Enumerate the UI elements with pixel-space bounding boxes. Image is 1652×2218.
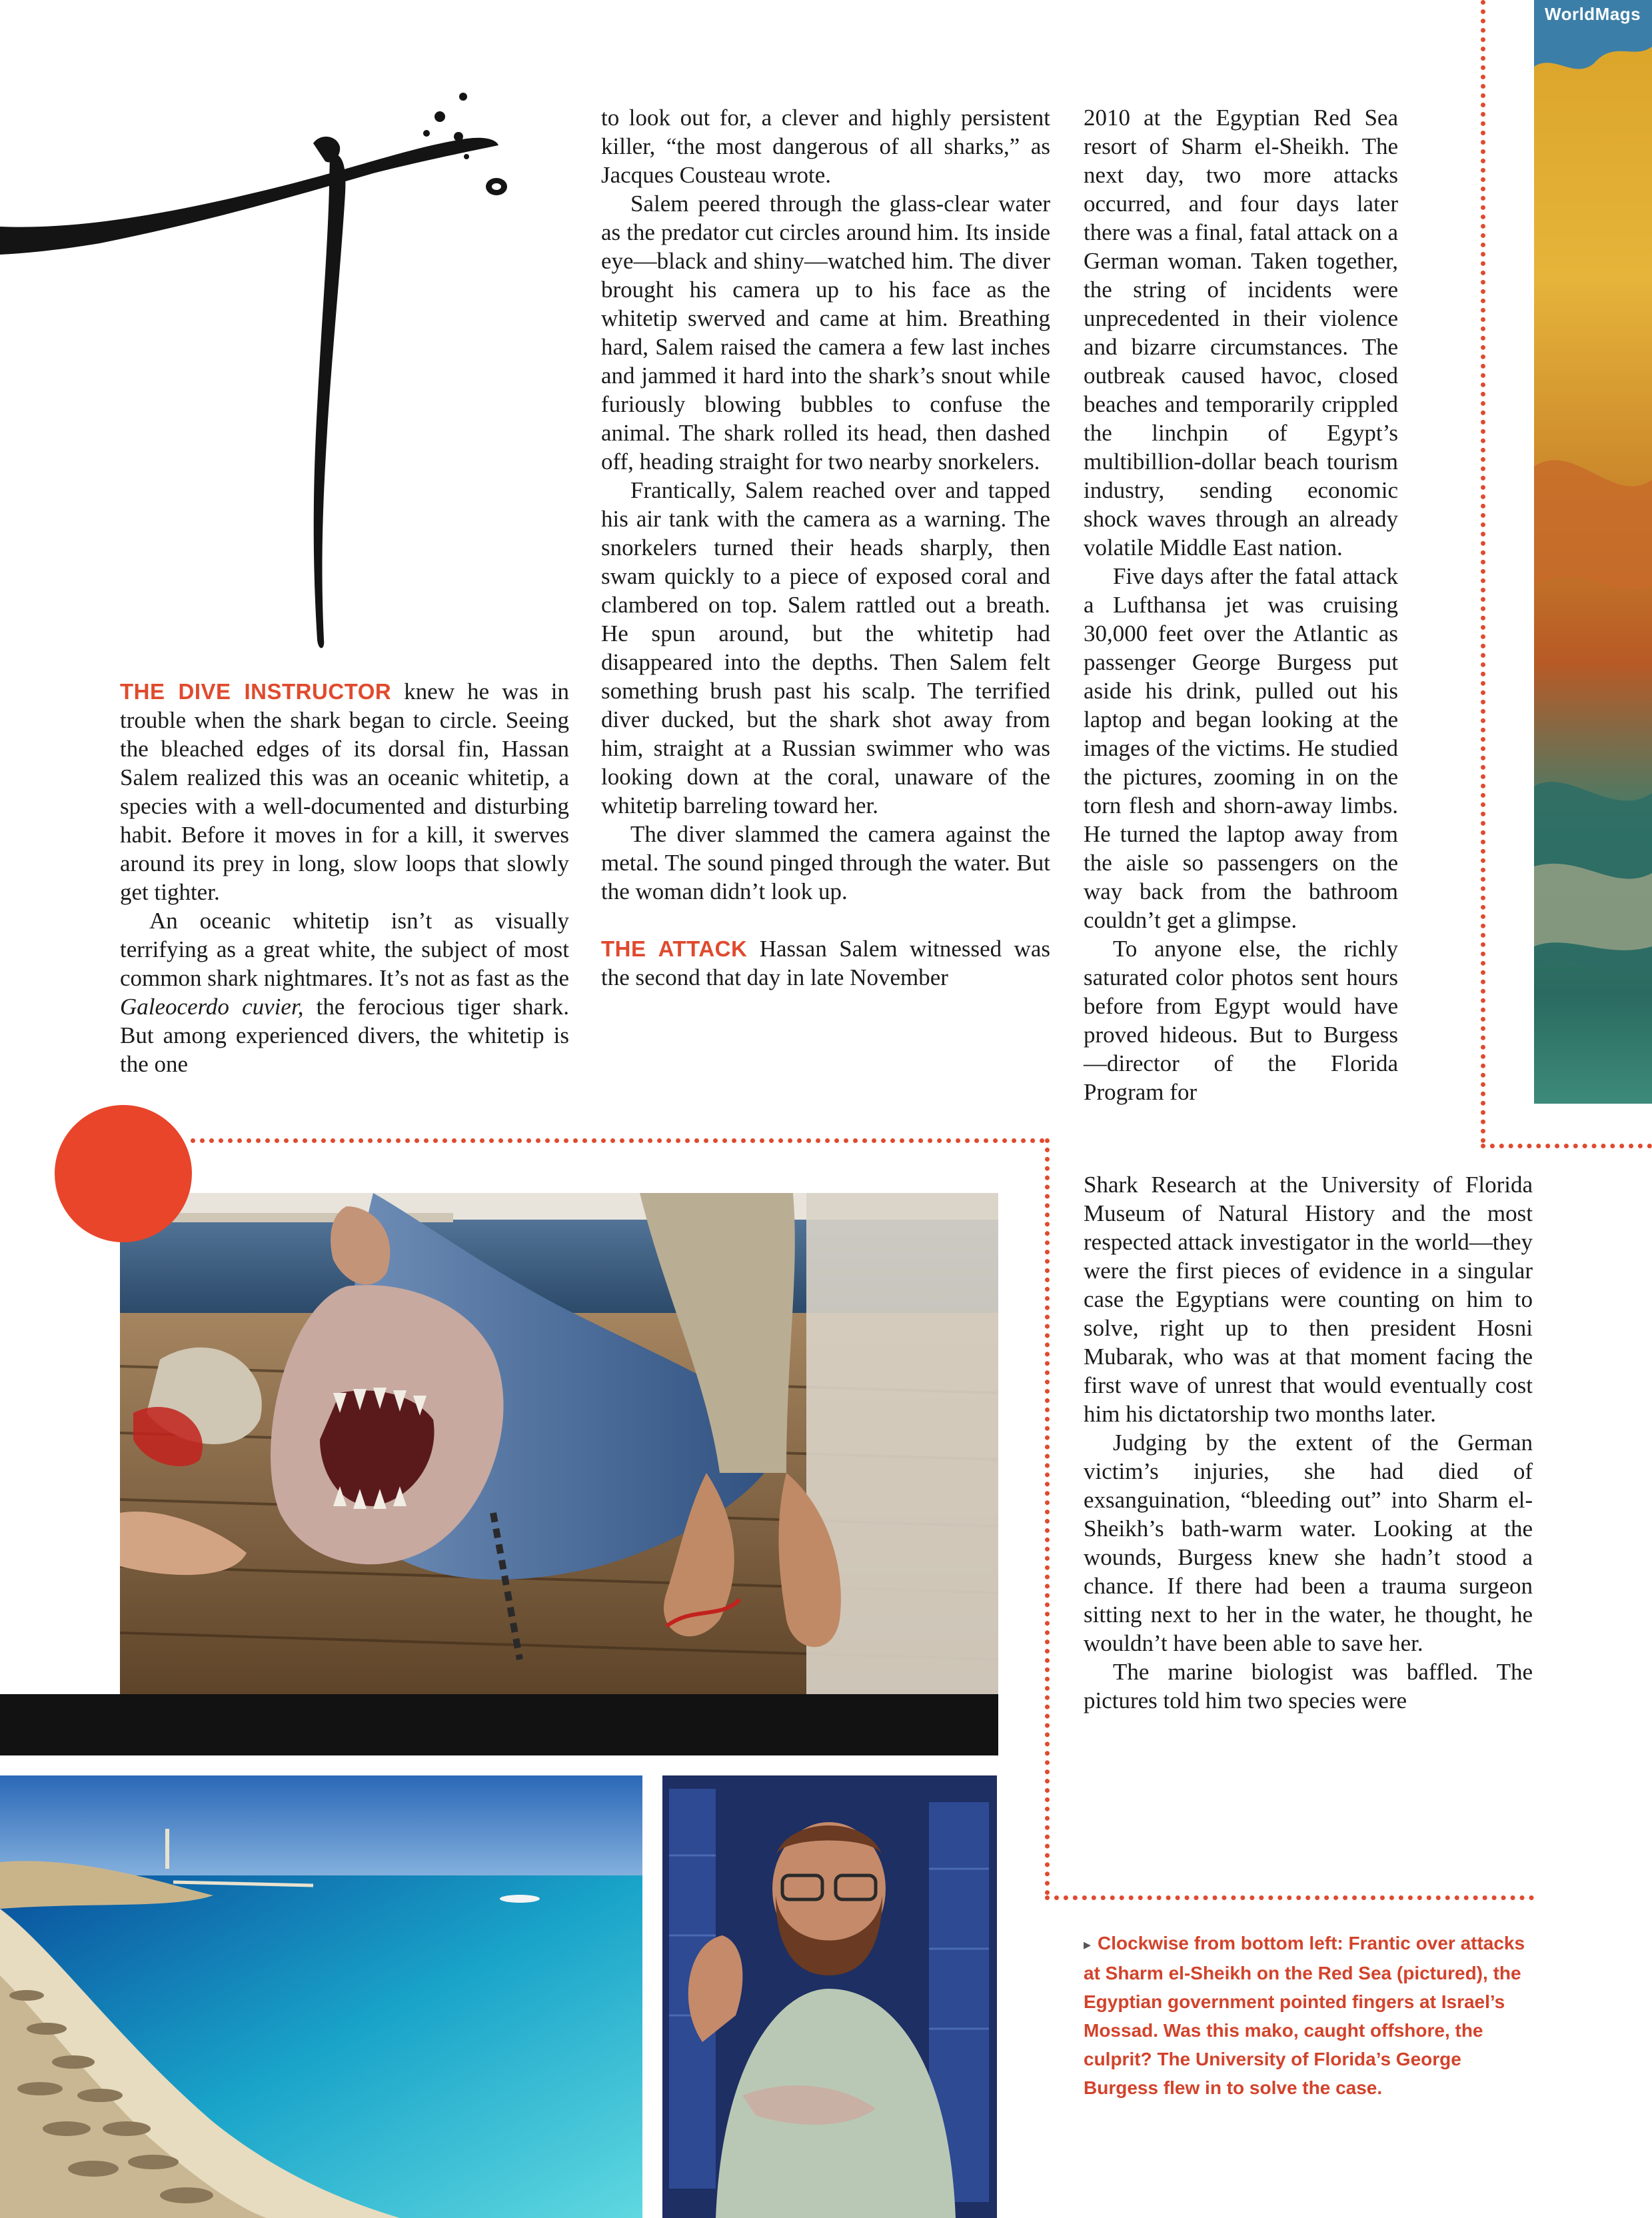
paragraph	[601, 934, 1050, 992]
paragraph: Salem peered through the glass-clear water as the predator cut circles around him. Its inside eye—black and shiny—watched him. The diver brought his camera up to his face as the whitetip swerved and came at him. Breathing hard, Salem raised the camera a few last inches and jammed it hard into the shark’s snout while furiously blowing bubbles to confuse the animal. The shark rolled its head, then dashed off, heading straight for two nearby snorkelers.	[601, 191, 1050, 475]
section-lead-the-attack: THE ATTACK	[601, 936, 748, 961]
paragraph-text: the ferocious tiger shark. But among experienced divers, the whitetip is the one	[120, 994, 570, 1077]
paragraph: Frantically, Salem reached over and tapped his air tank with the camera as a warning. The snorkelers turned their heads sharply, then swam quickly to a piece of exposed coral and clambered on top. Salem rattled out a breath. He spun around, but the whitetip had disappeared into the depths. Then Salem felt something brush past his scalp. The terrified diver ducked, but the shark shot away from him, straight at a Russian swimmer who was looking down at the coral, unaware of the whitetip barreling toward her.	[601, 477, 1050, 818]
article-column-2	[601, 103, 1050, 992]
paragraph: Shark Research at the University of Florida Museum of Natural History and the most respected attack investigator in the world—they were the first pieces of evidence in a singular case the Egyptians were counting on him to solve, right up to then president Hosni Mubarak, who was at that moment facing the first wave of unrest that would eventually cost him his dictatorship two months later.	[1084, 1172, 1533, 1427]
article-column-3-top	[1084, 103, 1398, 1106]
painting-strip-image	[1534, 0, 1652, 1104]
george-burgess-portrait-photo	[662, 1775, 997, 2218]
section-lead-dive-instructor: THE DIVE INSTRUCTOR	[120, 679, 392, 704]
paragraph: to look out for, a clever and highly persistent killer, “the most dangerous of all sharks,” as Jacques Cousteau wrote.	[601, 105, 1050, 188]
paragraph-text: Hassan Salem witnessed was the second that day in late November	[601, 936, 1050, 990]
paragraph: Five days after the fatal attack a Lufthansa jet was cruising 30,000 feet over the Atlantic as passenger George Burgess put aside his drink, pulled out his laptop and began looking at the images of the victims. He studied the pictures, zooming in on the torn flesh and shorn-away limbs. He turned the laptop away from the aisle so passengers on the way back from the bathroom couldn’t get a glimpse.	[1084, 563, 1398, 933]
photo-caption	[1084, 1929, 1533, 2102]
ink-brush-illustration	[0, 87, 553, 660]
dotted-rule-under-painting	[1481, 1144, 1652, 1148]
article-column-3-bottom	[1084, 1170, 1533, 1715]
mako-shark-photo	[120, 1193, 998, 1694]
paragraph: 2010 at the Egyptian Red Sea resort of Sharm el-Sheikh. The next day, two more attacks occurred, and four days later there was a final, fatal attack on a German woman. Taken together, the string of incidents were unprecedented in their violence and bizarre circumstances. The outbreak caused havoc, closed beaches and temporarily crippled the linchpin of Egypt’s multibillion-dollar beach tourism industry, sending economic shock waves through an already volatile Middle East nation.	[1084, 105, 1398, 560]
caption-text: Clockwise from bottom left: Frantic over attacks at Sharm el-Sheikh on the Red Sea (pictured), the Egyptian government pointed fingers at Israel’s Mossad. Was this mako, caught offshore, the culprit? The University of Florida’s George Burgess flew in to solve the case.	[1084, 1933, 1525, 2098]
article-column-1	[120, 677, 569, 1078]
dotted-rule-photo-side	[1045, 1138, 1050, 1895]
paragraph: The diver slammed the camera against the metal. The sound pinged through the water. But the woman didn’t look up.	[601, 821, 1050, 904]
dotted-rule-above-caption	[1045, 1895, 1534, 1900]
sharm-el-sheikh-beach-photo	[0, 1775, 642, 2218]
dotted-rule-top-of-photos	[191, 1138, 1045, 1143]
black-band	[0, 1694, 998, 1755]
paragraph: To anyone else, the richly saturated color photos sent hours before from Egypt would have proved hideous. But to Burgess—director of the Florida Program for	[1084, 936, 1398, 1105]
worldmags-watermark: WorldMags	[1545, 4, 1641, 24]
paragraph-text: knew he was in trouble when the shark began to circle. Seeing the bleached edges of its dorsal fin, Hassan Salem realized this was an oceanic whitetip, a species with a well-documented and disturbing habit. Before it moves in for a kill, it swerves around its prey in long, slow loops that slowly get tighter.	[120, 678, 569, 905]
species-name: Galeocerdo cuvier,	[120, 994, 304, 1020]
paragraph: Judging by the extent of the German victim’s injuries, she had died of exsanguination, “bleeding out” into Sharm el-Sheikh’s bath-warm water. Looking at the wounds, Burgess knew she hadn’t stood a chance. If there had been a trauma surgeon sitting next to her in the water, he thought, he wouldn’t have been able to save her.	[1084, 1430, 1533, 1656]
paragraph: The marine biologist was baffled. The pictures told him two species were	[1084, 1659, 1533, 1713]
paragraph	[120, 906, 569, 1078]
paragraph	[120, 677, 569, 906]
dotted-rule-painting-side	[1481, 0, 1485, 1144]
caption-arrow-icon: ▸	[1084, 1936, 1092, 1953]
paragraph-text: An oceanic whitetip isn’t as visually terrifying as a great white, the subject of most common shark nightmares. It’s not as fast as the	[120, 908, 569, 991]
red-circle-decoration	[55, 1105, 192, 1242]
